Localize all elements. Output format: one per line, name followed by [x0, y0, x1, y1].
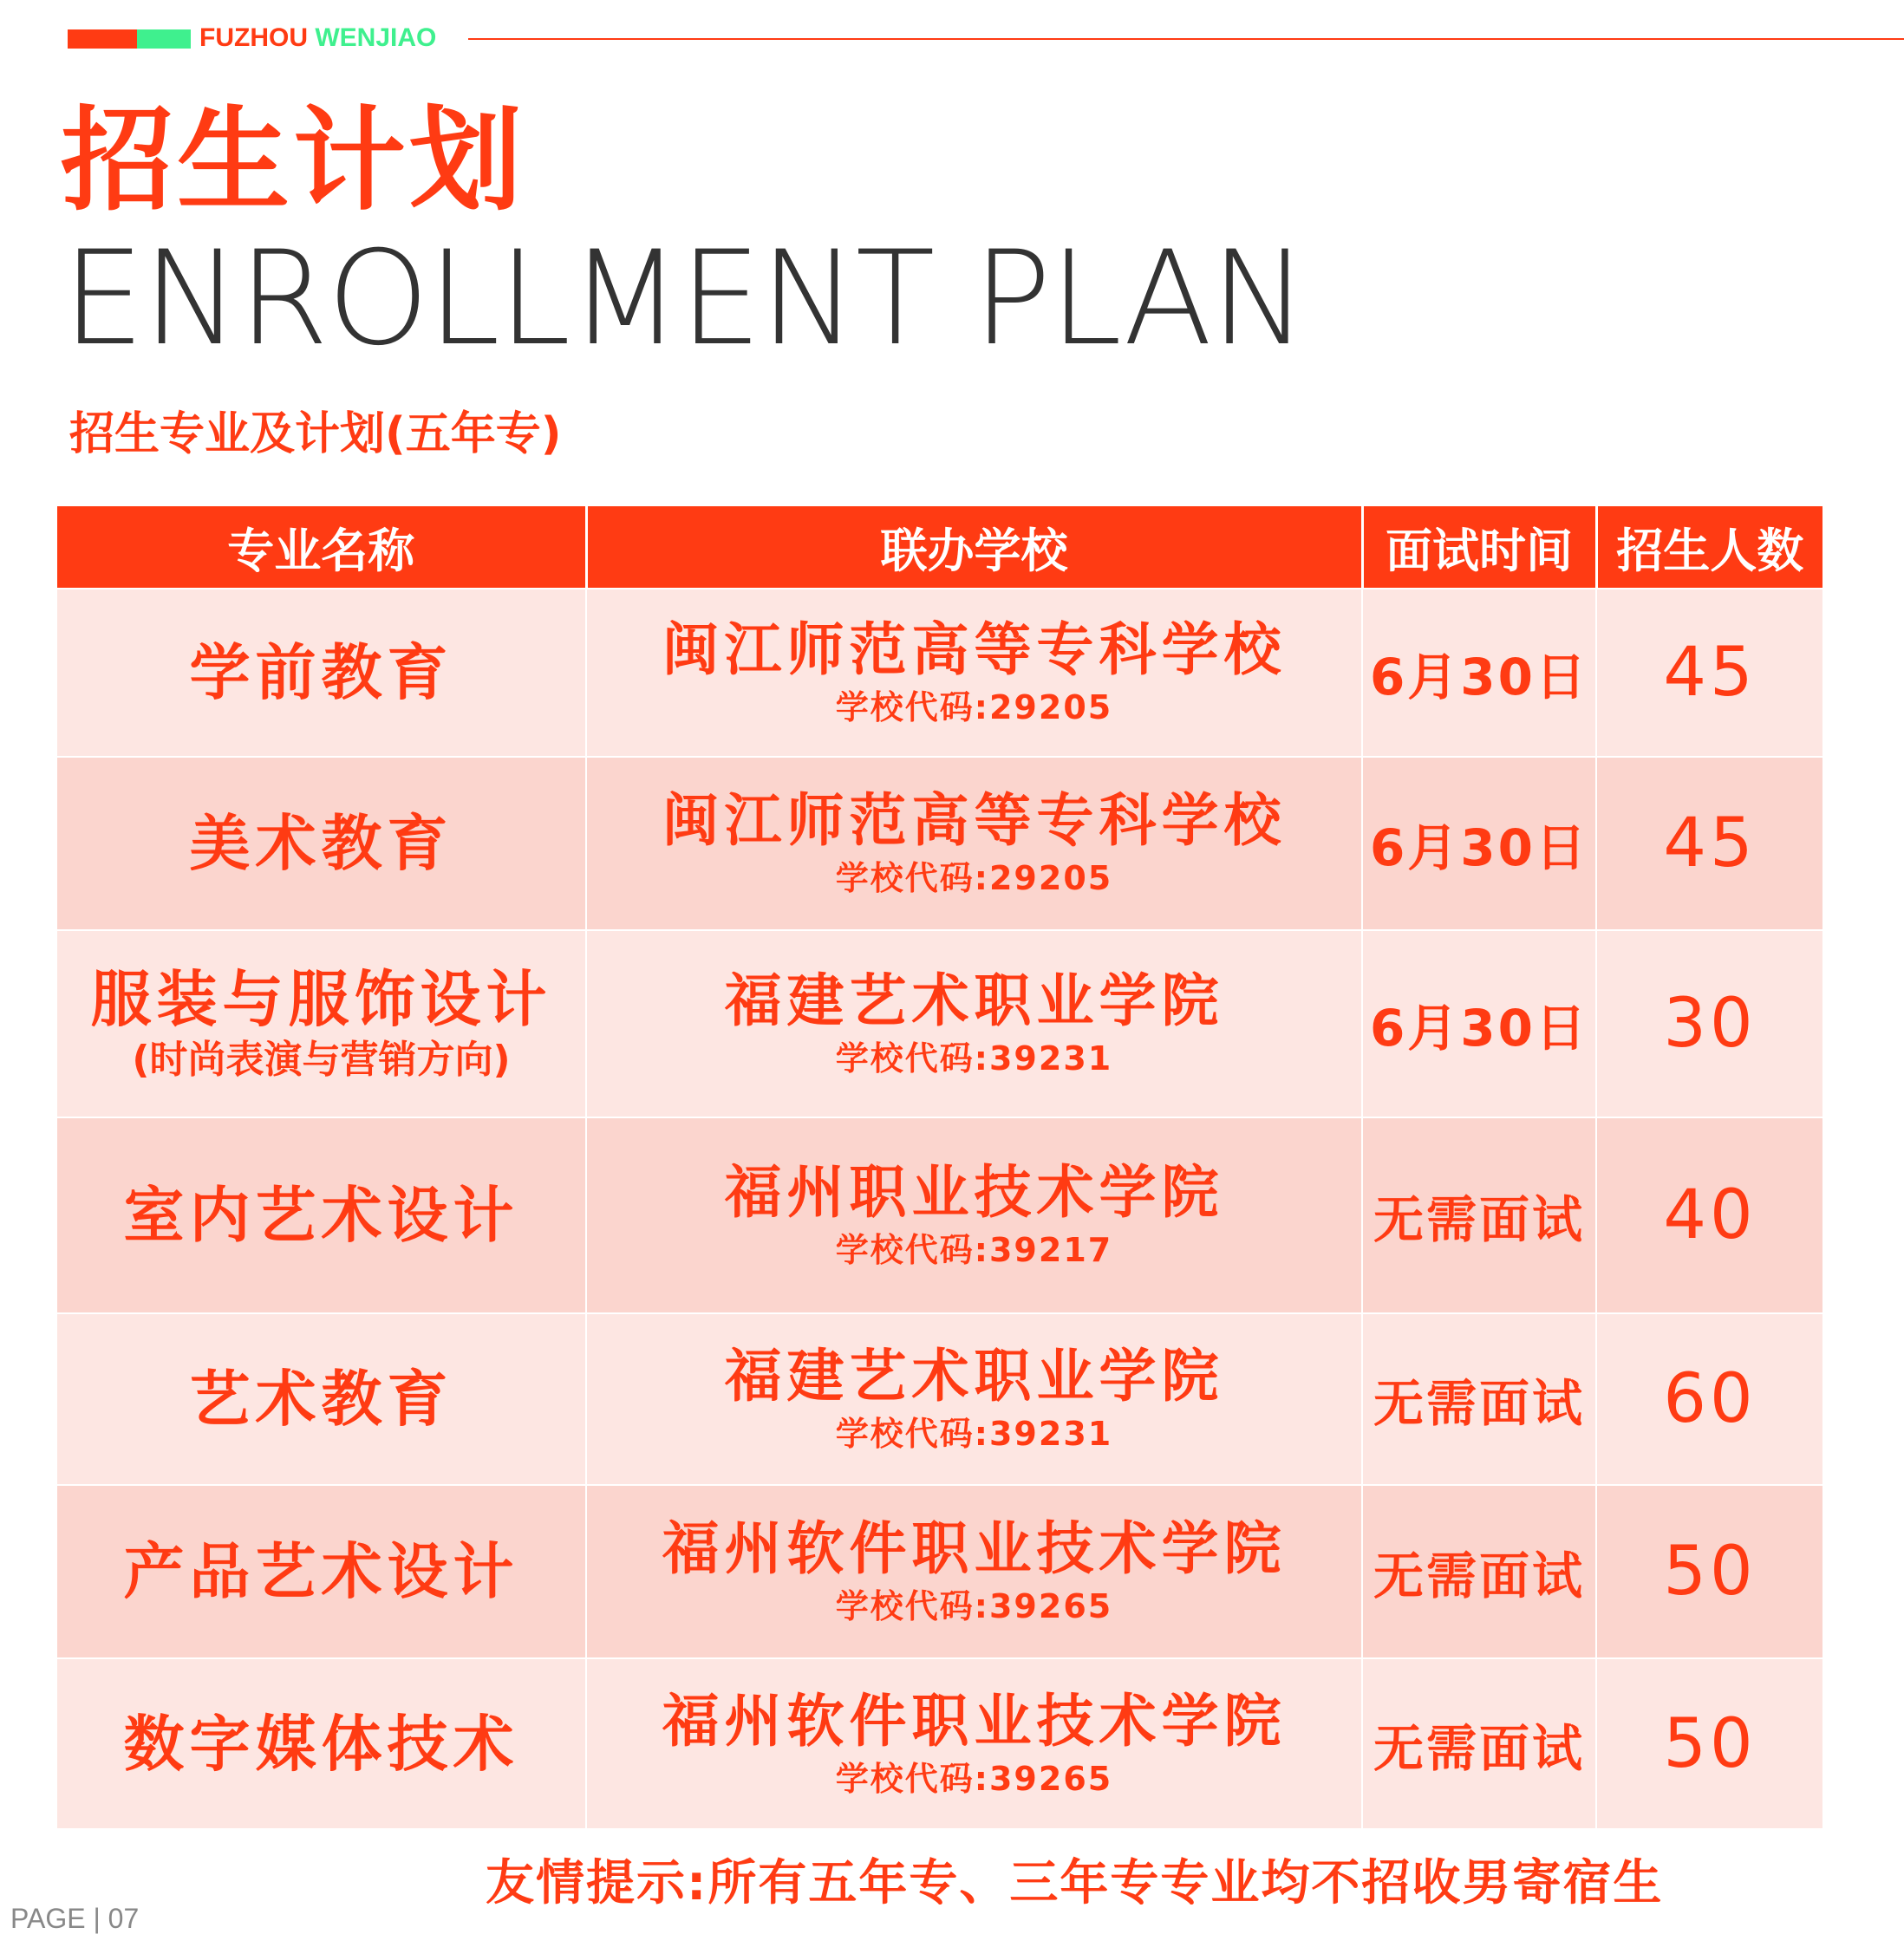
- school-name: 闽江师范高等专科学校: [662, 787, 1287, 854]
- school-name: 福建艺术职业学院: [724, 967, 1224, 1034]
- school-code: 学校代码:39231: [835, 1415, 1113, 1453]
- table-row: [57, 930, 1822, 1117]
- school-name: 闽江师范高等专科学校: [662, 616, 1287, 683]
- date-cell: [1362, 757, 1596, 930]
- school-code: 学校代码:39265: [835, 1587, 1113, 1625]
- school-code: 学校代码:39231: [835, 1039, 1113, 1078]
- quota-count: 45: [1663, 634, 1757, 712]
- school-cell: [586, 589, 1362, 757]
- major-name: 学前教育: [189, 637, 453, 708]
- column-header-quota: 招生人数: [1596, 506, 1822, 589]
- school-cell: [586, 1313, 1362, 1485]
- brand-word-1: FUZHOU: [199, 23, 308, 52]
- school-cell: [586, 1658, 1362, 1828]
- interview-date: 6月30日: [1369, 818, 1589, 877]
- major-name: 数字媒体技术: [123, 1708, 519, 1780]
- count-cell: [1596, 1658, 1822, 1828]
- major-cell: [57, 1117, 586, 1313]
- quota-count: 30: [1663, 985, 1757, 1063]
- date-cell: [1362, 1117, 1596, 1313]
- school-cell: [586, 930, 1362, 1117]
- quota-count: 50: [1663, 1704, 1757, 1783]
- school-code: 学校代码:29205: [835, 859, 1113, 897]
- brand-word-2: WENJIAO: [315, 23, 437, 52]
- date-cell: [1362, 930, 1596, 1117]
- header-divider: [468, 38, 1904, 40]
- table-row: [57, 1658, 1822, 1828]
- date-cell: [1362, 1485, 1596, 1658]
- interview-date: 无需面试: [1373, 1718, 1585, 1778]
- interview-date: 无需面试: [1373, 1547, 1585, 1605]
- quota-count: 45: [1663, 804, 1757, 882]
- major-name: 产品艺术设计: [123, 1536, 519, 1607]
- major-name: 艺术教育: [189, 1364, 453, 1435]
- school-name: 福州软件职业技术学院: [662, 1515, 1287, 1582]
- count-cell: [1596, 1313, 1822, 1485]
- school-code: 学校代码:39217: [835, 1231, 1113, 1269]
- date-cell: [1362, 1658, 1596, 1828]
- major-name: 室内艺术设计: [123, 1180, 519, 1251]
- page-title-english: ENROLLMENT PLAN: [62, 224, 1307, 374]
- table-row: [57, 589, 1822, 757]
- count-cell: [1596, 589, 1822, 757]
- major-name: 服装与服饰设计: [90, 964, 552, 1035]
- interview-date: 无需面试: [1373, 1190, 1585, 1249]
- quota-count: 40: [1663, 1176, 1757, 1254]
- page-title: 招生计划: [61, 94, 526, 226]
- quota-count: 60: [1663, 1360, 1757, 1438]
- footer-note: 友情提示:所有五年专、三年专专业均不招收男寄宿生: [486, 1855, 1664, 1911]
- school-name: 福州职业技术学院: [724, 1159, 1224, 1226]
- table-row: [57, 1117, 1822, 1313]
- school-cell: [586, 1117, 1362, 1313]
- major-name: 美术教育: [189, 808, 453, 879]
- major-cell: [57, 930, 586, 1117]
- count-cell: [1596, 1485, 1822, 1658]
- section-subtitle: 招生专业及计划(五年专): [69, 408, 562, 460]
- brand-bar-green: [137, 29, 191, 49]
- major-subtitle: (时尚表演与营销方向): [132, 1038, 511, 1082]
- column-header-interview-date: 面试时间: [1362, 506, 1596, 589]
- school-name: 福建艺术职业学院: [724, 1343, 1224, 1410]
- column-header-major: 专业名称: [57, 506, 586, 589]
- quota-count: 50: [1663, 1533, 1757, 1611]
- major-cell: [57, 1658, 586, 1828]
- major-cell: [57, 1485, 586, 1658]
- page-number: PAGE | 07: [10, 1903, 140, 1934]
- major-cell: [57, 589, 586, 757]
- count-cell: [1596, 757, 1822, 930]
- major-cell: [57, 1313, 586, 1485]
- count-cell: [1596, 1117, 1822, 1313]
- brand-bar-red: [68, 29, 137, 49]
- interview-date: 6月30日: [1369, 648, 1589, 707]
- school-cell: [586, 757, 1362, 930]
- date-cell: [1362, 1313, 1596, 1485]
- date-cell: [1362, 589, 1596, 757]
- brand-name: [199, 23, 436, 54]
- school-name: 福州软件职业技术学院: [662, 1687, 1287, 1755]
- table-row: [57, 1485, 1822, 1658]
- enrollment-table: [57, 506, 1822, 1828]
- school-cell: [586, 1485, 1362, 1658]
- count-cell: [1596, 930, 1822, 1117]
- table-row: [57, 1313, 1822, 1485]
- column-header-school: 联办学校: [586, 506, 1362, 589]
- table-header-row: [57, 506, 1822, 589]
- interview-date: 无需面试: [1373, 1374, 1585, 1433]
- major-cell: [57, 757, 586, 930]
- interview-date: 6月30日: [1369, 999, 1589, 1058]
- school-code: 学校代码:29205: [835, 688, 1113, 726]
- school-code: 学校代码:39265: [835, 1759, 1113, 1798]
- table-row: [57, 757, 1822, 930]
